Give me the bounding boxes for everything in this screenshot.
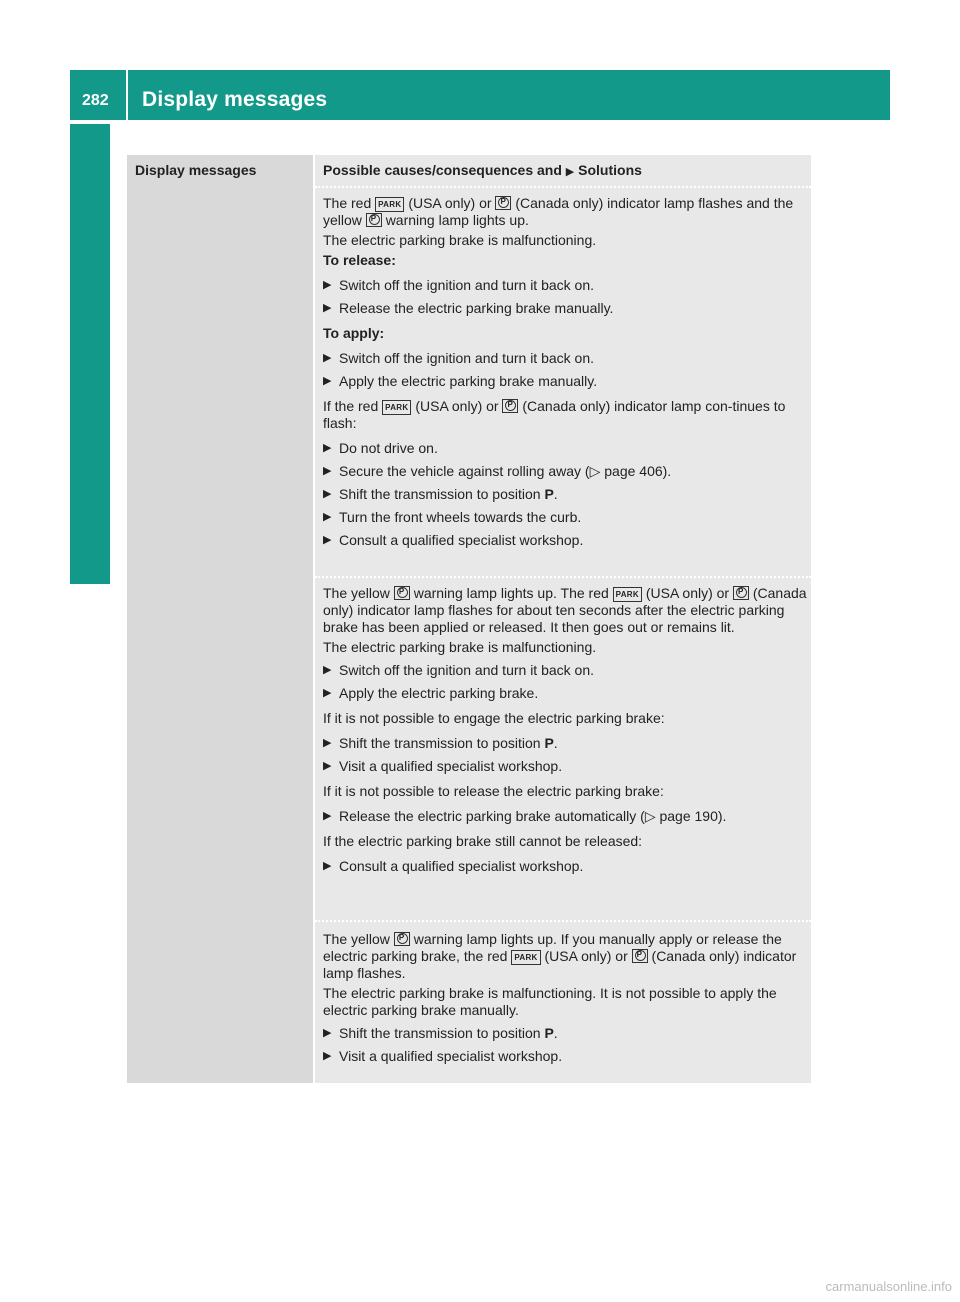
arrow-icon: ▶ [323,664,332,676]
arrow-icon: ▶ [323,302,332,314]
chapter-side-tab [70,124,110,584]
arrow-icon: ▶ [323,737,332,749]
arrow-icon: ▶ [323,465,332,477]
page-header [70,70,890,120]
page-ref-icon: ▷ [644,808,656,824]
row-separator [315,920,811,922]
arrow-icon: ▶ [323,810,332,822]
arrow-icon: ▶ [323,511,332,523]
list-item: ▶ Consult a qualified specialist workshop. [323,858,584,874]
arrow-icon: ▶ [323,375,332,387]
list-item: ▶ Release the electric parking brake manually. [323,300,614,316]
chapter-side-tab-block [70,534,110,584]
arrow-icon: ▶ [323,760,332,772]
park-icon: PARK [375,197,404,212]
list-item: ▶ Release the electric parking brake automatically (▷ page 190). [323,808,727,824]
arrow-icon: ▶ [323,279,332,291]
brake-warning-icon [632,949,648,963]
brake-warning-icon [733,586,749,600]
row-separator [315,576,811,578]
row-separator [315,186,811,188]
list-item: ▶ Switch off the ignition and turn it back on. [323,350,595,366]
list-item: ▶ Shift the transmission to position P. [323,486,558,502]
release-heading: To release: [323,252,396,268]
arrow-icon: ▶ [565,166,575,178]
park-icon: PARK [511,950,540,965]
list-item: ▶ Consult a qualified specialist workshop. [323,532,584,548]
table-row: The yellow P warning lamp lights up. The red PARK (USA only) or P (Canada only) indicator lamp flashes for about ten seconds after the electric parking brake has been applied or released. It then goes out or remains lit. The electric parking brake is malfunctioning. ▶ Switch off the ignition and turn it back on. ▶ Apply the electric parking brake. If it is not possible to engage the electric parking brake: ▶ Shift the transmission to position P. ▶ Visit a qualified specialist workshop. If it is not possible to release the electric parking brake: ▶ Release the electric parking brake automatically (▷ page 190). If the electric parking brake still cannot be released: ▶ Consult a qualified specialist workshop. [323,585,807,881]
arrow-icon: ▶ [323,534,332,546]
park-icon: PARK [613,587,642,602]
park-icon: PARK [382,400,411,415]
display-messages-column [127,155,313,1083]
display-messages-table [127,155,811,1083]
list-item: ▶ Shift the transmission to position P. [323,1025,558,1041]
header-divider [126,70,128,120]
brake-warning-icon [366,213,382,227]
arrow-icon: ▶ [323,352,332,364]
page-reference-link[interactable]: page 406). [604,463,672,479]
table-header-display-messages: Display messages [135,162,257,178]
list-item: ▶ Turn the front wheels towards the curb. [323,509,582,525]
list-item: ▶ Apply the electric parking brake. [323,685,539,701]
table-row: The yellow P warning lamp lights up. If you manually apply or release the electric parking brake, the red PARK (USA only) or P (Canada only) indicator lamp flashes. The electric parking brake is malfunctioning. It is not possible to apply the electric parking brake manually. ▶ Shift the transmission to position P. ▶ Visit a qualified specialist workshop. [323,931,807,1071]
arrow-icon: ▶ [323,488,332,500]
table-header-causes-solutions: Possible causes/consequences and ▶ Solutions [323,162,642,178]
brake-warning-icon [502,399,518,413]
list-item: ▶ Do not drive on. [323,440,438,456]
list-item: ▶ Shift the transmission to position P. [323,735,558,751]
table-row: The red PARK (USA only) or P (Canada only) indicator lamp flashes and the yellow P warning lamp lights up. The electric parking brake is malfunctioning. To release: ▶ Switch off the ignition and turn it back on. ▶ Release the electric parking brake manually. To apply: ▶ Switch off the ignition and turn it back on. ▶ Apply the electric parking brake manually. If the red PARK (USA only) or P (Canada only) indicator lamp con-tinues to flash: ▶ Do not drive on. ▶ Secure the vehicle against rolling away (▷ page 406). ▶ Shift the transmission to position P. ▶ Turn the front wheels towards the curb. ▶ Consult a qualified specialist workshop. [323,195,807,555]
brake-warning-icon [394,586,410,600]
list-item: ▶ Switch off the ignition and turn it back on. [323,662,595,678]
list-item: ▶ Visit a qualified specialist workshop. [323,1048,563,1064]
arrow-icon: ▶ [323,1027,332,1039]
list-item: ▶ Secure the vehicle against rolling away (▷ page 406). [323,463,672,479]
page-number: 282 [82,92,109,109]
list-item: ▶ Switch off the ignition and turn it back on. [323,277,595,293]
arrow-icon: ▶ [323,860,332,872]
page-reference-link[interactable]: page 190). [659,808,727,824]
page-title: Display messages [142,88,328,111]
arrow-icon: ▶ [323,1050,332,1062]
page-ref-icon: ▷ [589,463,601,479]
list-item: ▶ Visit a qualified specialist workshop. [323,758,563,774]
arrow-icon: ▶ [323,687,332,699]
list-item: ▶ Apply the electric parking brake manually. [323,373,598,389]
brake-warning-icon [495,196,511,210]
apply-heading: To apply: [323,325,385,341]
watermark: carmanualsonline.info [825,1279,952,1294]
arrow-icon: ▶ [323,442,332,454]
brake-warning-icon [394,932,410,946]
